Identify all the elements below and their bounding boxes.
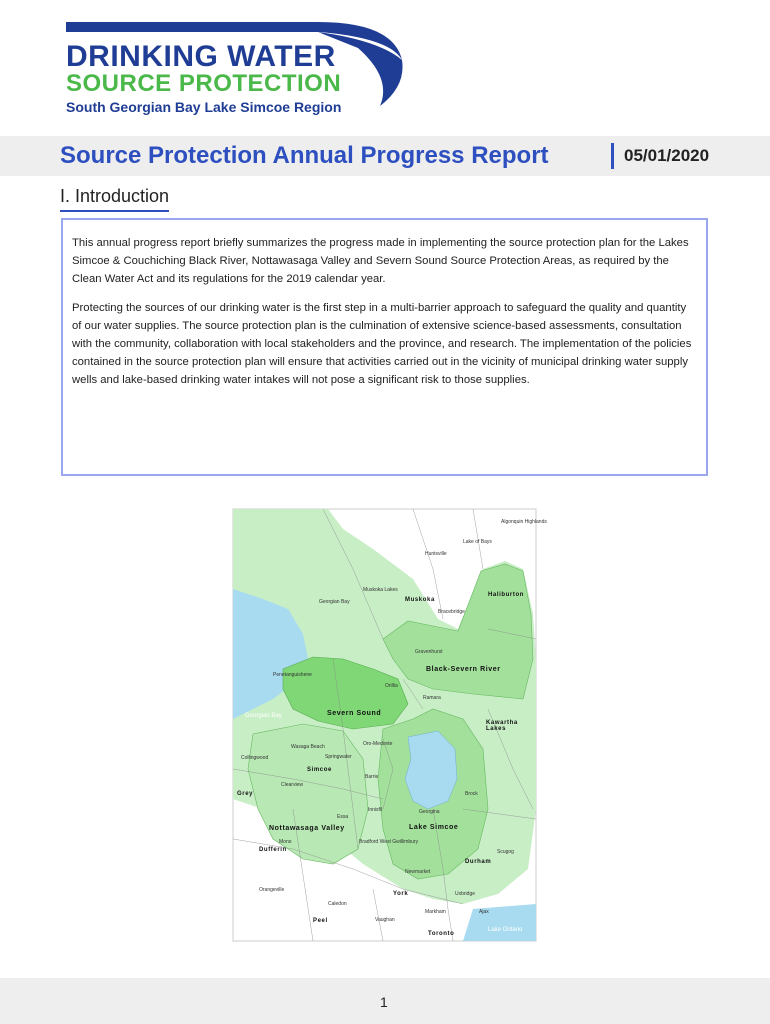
map-place-springwater: Springwater (325, 754, 352, 760)
map-place-georgian-bay-twp: Georgian Bay (319, 599, 350, 605)
map-label-york: York (393, 891, 409, 897)
map-label-black-severn-river: Black-Severn River (426, 666, 501, 673)
logo-line-3: South Georgian Bay Lake Simcoe Region (66, 99, 342, 115)
map-place-huntsville: Huntsville (425, 551, 447, 557)
map-place-collingwood: Collingwood (241, 755, 269, 761)
map-place-barrie: Barrie (365, 774, 379, 780)
map-place-bracebridge: Bracebridge (438, 609, 465, 615)
map-place-innisfil: Innisfil (368, 807, 383, 813)
logo-line-2: SOURCE PROTECTION (66, 70, 342, 97)
map-place-penetanguishene: Penetanguishene (273, 672, 312, 678)
map-place-caledon: Caledon (328, 901, 347, 907)
map-place-ramara: Ramara (423, 695, 441, 701)
page-footer (0, 978, 770, 1024)
title-divider (611, 143, 614, 169)
introduction-box (61, 218, 708, 476)
map-place-gravenhurst: Gravenhurst (415, 649, 443, 655)
map-place-scugog: Scugog (497, 849, 514, 855)
source-protection-region-map (233, 509, 547, 941)
map-label-toronto: Toronto (428, 931, 455, 937)
map-label-haliburton: Haliburton (488, 592, 524, 598)
map-label-grey: Grey (237, 791, 254, 797)
map-water-lake-ontario: Lake Ontario (488, 927, 523, 933)
map-label-simcoe: Simcoe (307, 767, 332, 773)
map-place-vaughan: Vaughan (375, 917, 395, 923)
map-place-muskoka-lakes: Muskoka Lakes (363, 587, 398, 593)
map-place-uxbridge: Uxbridge (455, 891, 476, 897)
map-place-wasaga-beach: Wasaga Beach (291, 744, 325, 750)
map-place-essa: Essa (337, 814, 349, 820)
intro-paragraph-2: Protecting the sources of our drinking water is the first step in a multi-barrier approach to safeguard the quality and quantity of our water supplies. The source protection plan is the culmination of extensive science-based assessments, consultation with the community, collaboration with local stakeholders and the province, and research. The implementation of the policies contained in the source protection plan will ensure that activities carried out in the vicinity of municipal drinking water supply wells and lake-based drinking water intakes will not pose a significant risk to those supplies. (72, 302, 692, 386)
report-date: 05/01/2020 (624, 146, 710, 165)
map-place-brock: Brock (465, 791, 478, 797)
report-title: Source Protection Annual Progress Report (60, 142, 549, 169)
map-place-clearview: Clearview (281, 782, 303, 788)
map-place-algonquin-highlands: Algonquin Highlands (501, 519, 547, 525)
map-label-severn-sound: Severn Sound (327, 710, 382, 717)
map-label-dufferin: Dufferin (259, 847, 287, 853)
map-place-georgina: Georgina (419, 809, 440, 815)
map-label-nottawasaga-valley: Nottawasaga Valley (269, 825, 345, 832)
page-number: 1 (380, 994, 388, 1010)
map-place-lake-of-bays: Lake of Bays (463, 539, 492, 545)
map-water-georgian-bay: Georgian Bay (245, 713, 282, 719)
map-label-peel: Peel (313, 918, 328, 924)
map-place-orillia: Orillia (385, 683, 398, 689)
map-label-lake-simcoe: Lake Simcoe (409, 824, 459, 831)
section-heading: I. Introduction (60, 186, 169, 212)
map-place-markham: Markham (425, 909, 446, 915)
map-place-bradford: Bradford West Gwillimbury (359, 839, 419, 845)
map-place-ajax: Ajax (479, 909, 489, 915)
map-place-mono: Mono (279, 839, 292, 845)
map-label-kawartha-lakes: Kawartha Lakes (486, 720, 518, 732)
logo-line-1: DRINKING WATER (66, 40, 336, 73)
map-label-muskoka: Muskoka (405, 597, 435, 603)
intro-paragraph-1: This annual progress report briefly summarizes the progress made in implementing the source protection plan for the Lakes Simcoe & Couchiching Black River, Nottawasaga Valley and Severn Sound Source Protection Areas, as required by the Clean Water Act and its regulations for the 2019 calendar year. (72, 237, 689, 285)
logo (58, 18, 408, 118)
map-place-orangeville: Orangeville (259, 887, 285, 893)
report-title-band (0, 136, 770, 176)
map-place-oro-medonte: Oro-Medonte (363, 741, 393, 747)
map-label-durham: Durham (465, 859, 492, 865)
map-place-newmarket: Newmarket (405, 869, 431, 875)
